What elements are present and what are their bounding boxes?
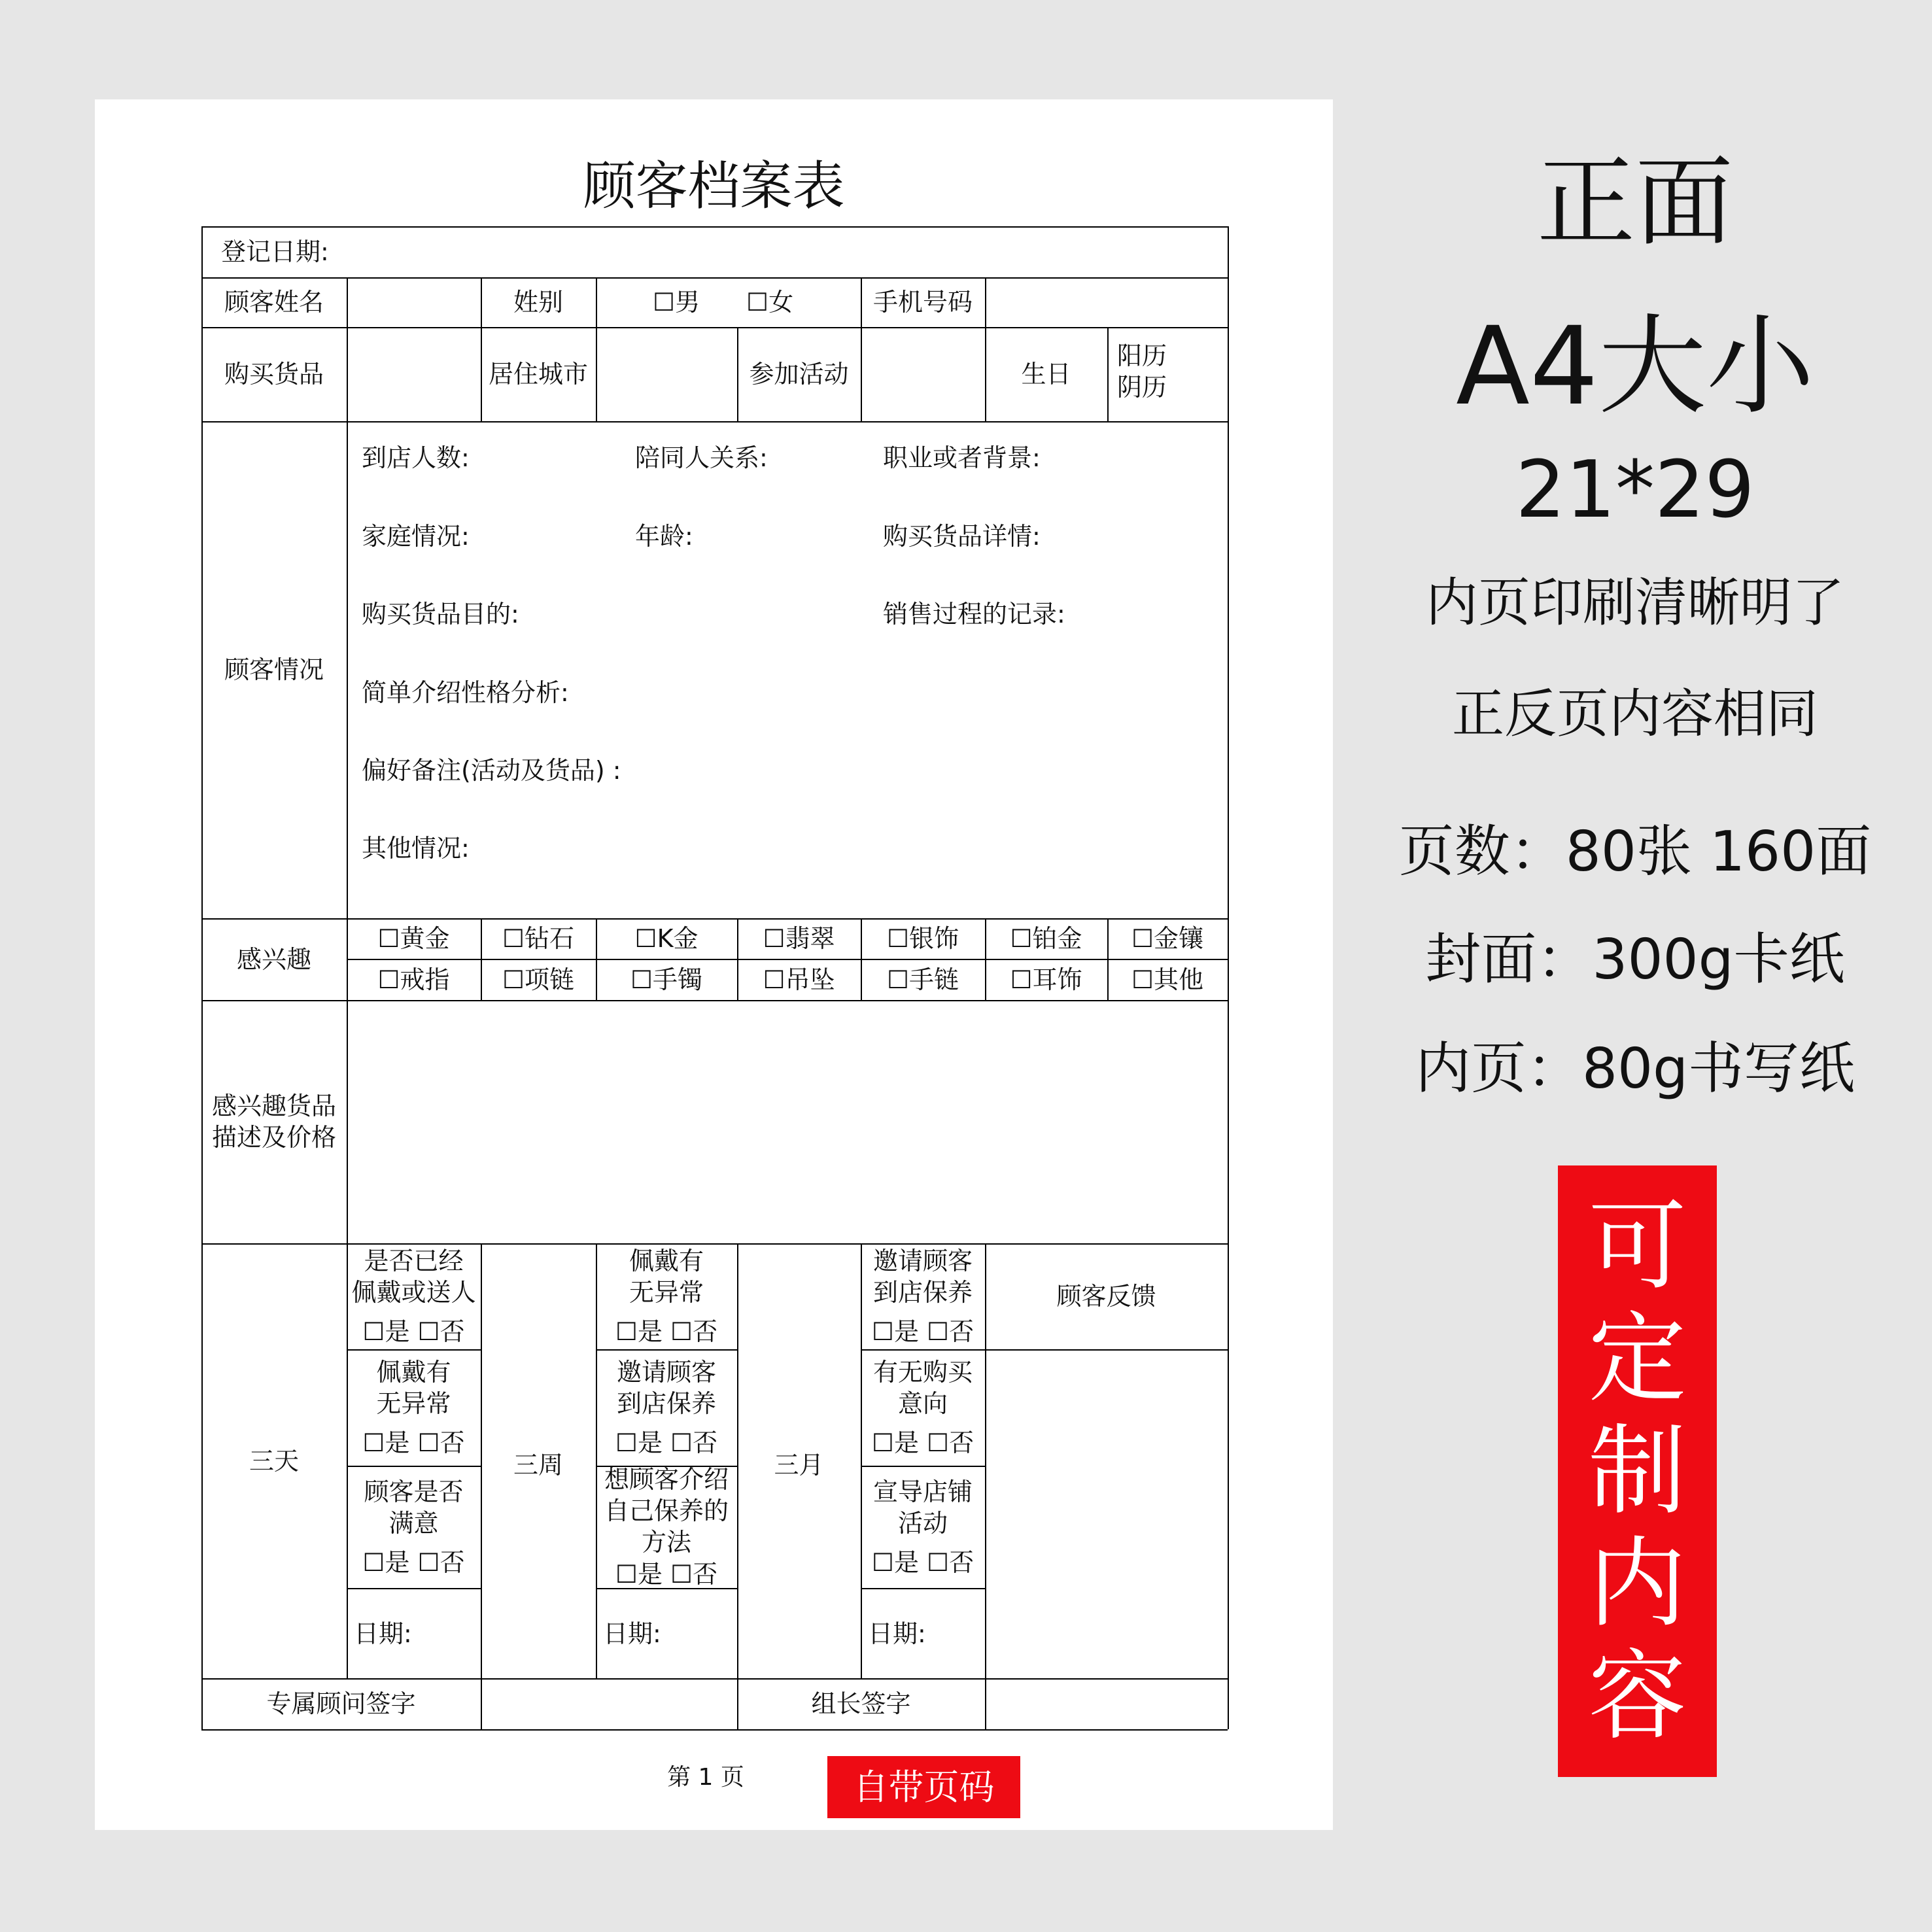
interest-checkbox[interactable]: ☐黄金 [377, 924, 450, 953]
yes-no-checkbox[interactable]: ☐是 ☐否 [871, 1547, 975, 1577]
followup-text: 到店保养 [872, 1278, 973, 1307]
page-number-tag: 自带页码 [827, 1756, 1020, 1818]
followup-text: 方法 [641, 1528, 691, 1557]
interest-checkbox[interactable]: ☐铂金 [1010, 924, 1082, 953]
yes-no-checkbox[interactable]: ☐是 ☐否 [615, 1428, 718, 1457]
h-line [201, 277, 1228, 279]
goods-label: 购买货品 [224, 360, 324, 388]
interest-desc-line: 描述及价格 [211, 1123, 336, 1152]
h-line [201, 1729, 1228, 1731]
followup-text: 佩戴有 [629, 1247, 704, 1275]
clear-print-text: 内页印刷清晰明了 [1426, 572, 1844, 633]
form-sheet [95, 99, 1333, 1830]
date-field: 日期: [354, 1619, 412, 1648]
followup-text: 无异常 [629, 1278, 704, 1307]
yes-no-checkbox[interactable]: ☐是 ☐否 [615, 1560, 718, 1589]
phone-label: 手机号码 [872, 288, 973, 317]
yes-no-checkbox[interactable]: ☐是 ☐否 [362, 1547, 465, 1577]
interest-checkbox[interactable]: ☐戒指 [377, 965, 450, 994]
banner-char: 可 [1588, 1189, 1687, 1303]
purpose-field: 购买货品目的: [362, 600, 519, 629]
followup-item-worn [347, 1243, 481, 1349]
h-line [201, 1000, 1228, 1001]
followup-text: 是否已经 [364, 1247, 464, 1275]
followup-text: 想顾客介绍 [604, 1465, 729, 1494]
banner-char: 内 [1588, 1527, 1687, 1641]
same-content-text: 正反页内容相同 [1452, 683, 1818, 744]
v-line [596, 327, 597, 421]
yes-no-checkbox[interactable]: ☐是 ☐否 [871, 1428, 975, 1457]
followup-item-care-method [596, 1466, 737, 1588]
feedback-label: 顾客反馈 [1056, 1282, 1156, 1311]
interest-checkbox[interactable]: ☐手链 [886, 965, 959, 994]
three-days-label: 三天 [249, 1446, 299, 1475]
followup-text: 活动 [897, 1508, 948, 1538]
h-line [201, 421, 1228, 423]
gender-label: 姓别 [513, 288, 563, 317]
followup-item-invite [861, 1243, 985, 1349]
purchase-detail-field: 购买货品详情: [883, 522, 1041, 551]
page-count-text: 页数：80张 160面 [1398, 819, 1872, 884]
size-heading: A4大小 [1456, 303, 1814, 429]
v-line [985, 277, 986, 327]
interest-checkbox[interactable]: ☐K金 [634, 924, 699, 953]
h-line [985, 1349, 1228, 1351]
three-weeks-label: 三周 [513, 1450, 563, 1479]
family-field: 家庭情况: [362, 522, 470, 551]
followup-item-satisfied [347, 1466, 481, 1588]
page-number-row [95, 1763, 1333, 1792]
v-line [1228, 226, 1229, 1729]
age-field: 年龄: [635, 522, 693, 551]
yes-no-checkbox[interactable]: ☐是 ☐否 [362, 1428, 465, 1457]
cover-paper-text: 封面：300g卡纸 [1425, 927, 1845, 992]
followup-text: 满意 [388, 1508, 439, 1538]
city-label: 居住城市 [488, 360, 588, 388]
front-side-heading: 正面 [1536, 146, 1733, 260]
sales-record-field: 销售过程的记录: [883, 600, 1065, 629]
interest-checkbox[interactable]: ☐吊坠 [763, 965, 835, 994]
customer-name-label: 顾客姓名 [224, 288, 324, 317]
h-line [201, 226, 1228, 228]
dimensions-text: 21*29 [1515, 445, 1755, 536]
v-line [1107, 327, 1109, 421]
interest-checkbox[interactable]: ☐钻石 [502, 924, 575, 953]
followup-text: 到店保养 [616, 1389, 716, 1418]
interest-checkbox[interactable]: ☐项链 [502, 965, 575, 994]
followup-item-abnormal [596, 1243, 737, 1349]
interest-checkbox[interactable]: ☐金镶 [1131, 924, 1204, 953]
leader-signature-label: 组长签字 [811, 1689, 911, 1718]
followup-text: 无异常 [376, 1389, 451, 1418]
customer-form-table [201, 226, 1228, 1729]
inner-paper-text: 内页：80g书写纸 [1415, 1037, 1855, 1101]
followup-text: 佩戴有 [376, 1358, 451, 1387]
followup-text: 顾客是否 [364, 1477, 464, 1506]
interest-desc-line: 感兴趣货品 [211, 1092, 336, 1120]
followup-text: 宣导店铺 [872, 1477, 973, 1506]
female-checkbox[interactable]: ☐女 [746, 288, 794, 317]
job-field: 职业或者背景: [883, 443, 1041, 472]
date-field: 日期: [868, 1619, 926, 1648]
yes-no-checkbox[interactable]: ☐是 ☐否 [871, 1317, 975, 1346]
interest-checkbox[interactable]: ☐手镯 [630, 965, 703, 994]
interest-checkbox[interactable]: ☐翡翠 [763, 924, 835, 953]
three-months-label: 三月 [774, 1450, 824, 1479]
companion-field: 陪同人关系: [635, 443, 768, 472]
customer-situation-label: 顾客情况 [224, 655, 324, 684]
male-checkbox[interactable]: ☐男 [653, 288, 700, 317]
followup-item-purchase-intent [861, 1349, 985, 1466]
birthday-label: 生日 [1021, 360, 1071, 388]
date-field: 日期: [603, 1619, 661, 1648]
followup-text: 自己保养的 [604, 1496, 729, 1525]
h-line [347, 1588, 481, 1589]
page-number: 第 1 页 [667, 1764, 744, 1791]
interest-label: 感兴趣 [236, 944, 311, 974]
followup-item-abnormal [347, 1349, 481, 1466]
lunar-calendar-label: 阴历 [1117, 373, 1167, 402]
followup-text: 佩戴或送人 [351, 1278, 476, 1307]
form-title: 顾客档案表 [583, 156, 845, 216]
yes-no-checkbox[interactable]: ☐是 ☐否 [362, 1317, 465, 1346]
preference-field: 偏好备注(活动及货品) : [362, 756, 621, 785]
interest-checkbox[interactable]: ☐其他 [1131, 965, 1204, 994]
personality-field: 简单介绍性格分析: [362, 678, 569, 707]
banner-char: 容 [1588, 1639, 1687, 1753]
h-line [861, 1588, 985, 1589]
yes-no-checkbox[interactable]: ☐是 ☐否 [615, 1317, 718, 1346]
interest-checkbox[interactable]: ☐耳饰 [1010, 965, 1082, 994]
consultant-signature-label: 专属顾问签字 [266, 1689, 416, 1718]
v-line [596, 277, 597, 327]
followup-item-promote-activity [861, 1466, 985, 1588]
customizable-banner [1558, 1165, 1717, 1777]
followup-text: 邀请顾客 [872, 1247, 973, 1275]
activity-label: 参加活动 [749, 360, 849, 388]
followup-item-invite [596, 1349, 737, 1466]
followup-text: 邀请顾客 [616, 1358, 716, 1387]
other-field: 其他情况: [362, 834, 470, 863]
interest-checkbox[interactable]: ☐银饰 [886, 924, 959, 953]
followup-text: 意向 [897, 1389, 948, 1418]
reg-date-label: 登记日期: [221, 237, 329, 266]
banner-char: 制 [1588, 1414, 1687, 1528]
visitors-field: 到店人数: [362, 443, 470, 472]
followup-text: 有无购买 [872, 1358, 973, 1387]
solar-calendar-label: 阳历 [1117, 341, 1167, 370]
interest-desc-label [201, 1000, 347, 1243]
banner-char: 定 [1588, 1302, 1687, 1416]
